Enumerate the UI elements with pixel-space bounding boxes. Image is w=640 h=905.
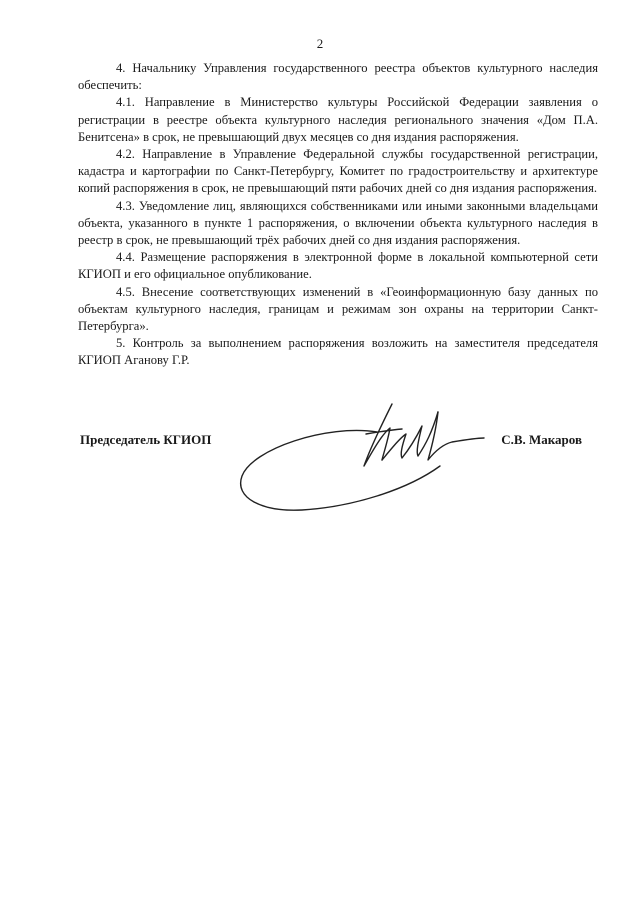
paragraph-5: 5. Контроль за выполнением распоряжения возложить на заместителя председателя КГИОП Аганову Г.Р. — [78, 336, 598, 368]
document-body — [78, 60, 598, 370]
paragraph-4-1: 4.1. Направление в Министерство культуры Российской Федерации заявления о регистрации в реестре объекта культурного наследия регионального значения «Дом П.А. Бенитсена» в срок, не превышающий двух месяцев со дня издания распоряжения. — [78, 95, 598, 144]
page-number: 2 — [316, 36, 324, 51]
paragraph-4-4: 4.4. Размещение распоряжения в электронной форме в локальной компьютерной сети КГИОП и его официальное опубликование. — [78, 250, 598, 282]
paragraph-4-2: 4.2. Направление в Управление Федеральной службы государственной регистрации, кадастра и картографии по Санкт-Петербургу, Комитет по градостроительству и архитектуре копий распоряжения в срок, не превышающий пяти рабочих дней со дня издания распоряжения. — [78, 147, 598, 196]
paragraph-4-5: 4.5. Внесение соответствующих изменений в «Геоинформационную базу данных по объектам культурного наследия, границам и режимам зон охраны на территории Санкт-Петербурга». — [78, 284, 598, 334]
signer-name: С.В. Макаров — [501, 432, 582, 447]
signature-stroke-3 — [428, 412, 484, 460]
signature-block — [0, 380, 640, 540]
signer-title: Председатель КГИОП — [80, 432, 212, 447]
signature-stroke-1 — [364, 404, 392, 466]
signature-loop — [241, 430, 440, 510]
paragraph-4-3: 4.3. Уведомление лиц, являющихся собственниками или иными законными владельцами объекта, указанного в пункте 1 распоряжения, о включении объекта культурного наследия в реестр в срок, не превышающий трёх рабочих дней со дня издания распоряжения. — [78, 198, 598, 248]
paragraph-4: 4. Начальнику Управления государственного реестра объектов культурного наследия обеспечить: — [78, 61, 598, 93]
handwritten-signature — [232, 394, 492, 514]
